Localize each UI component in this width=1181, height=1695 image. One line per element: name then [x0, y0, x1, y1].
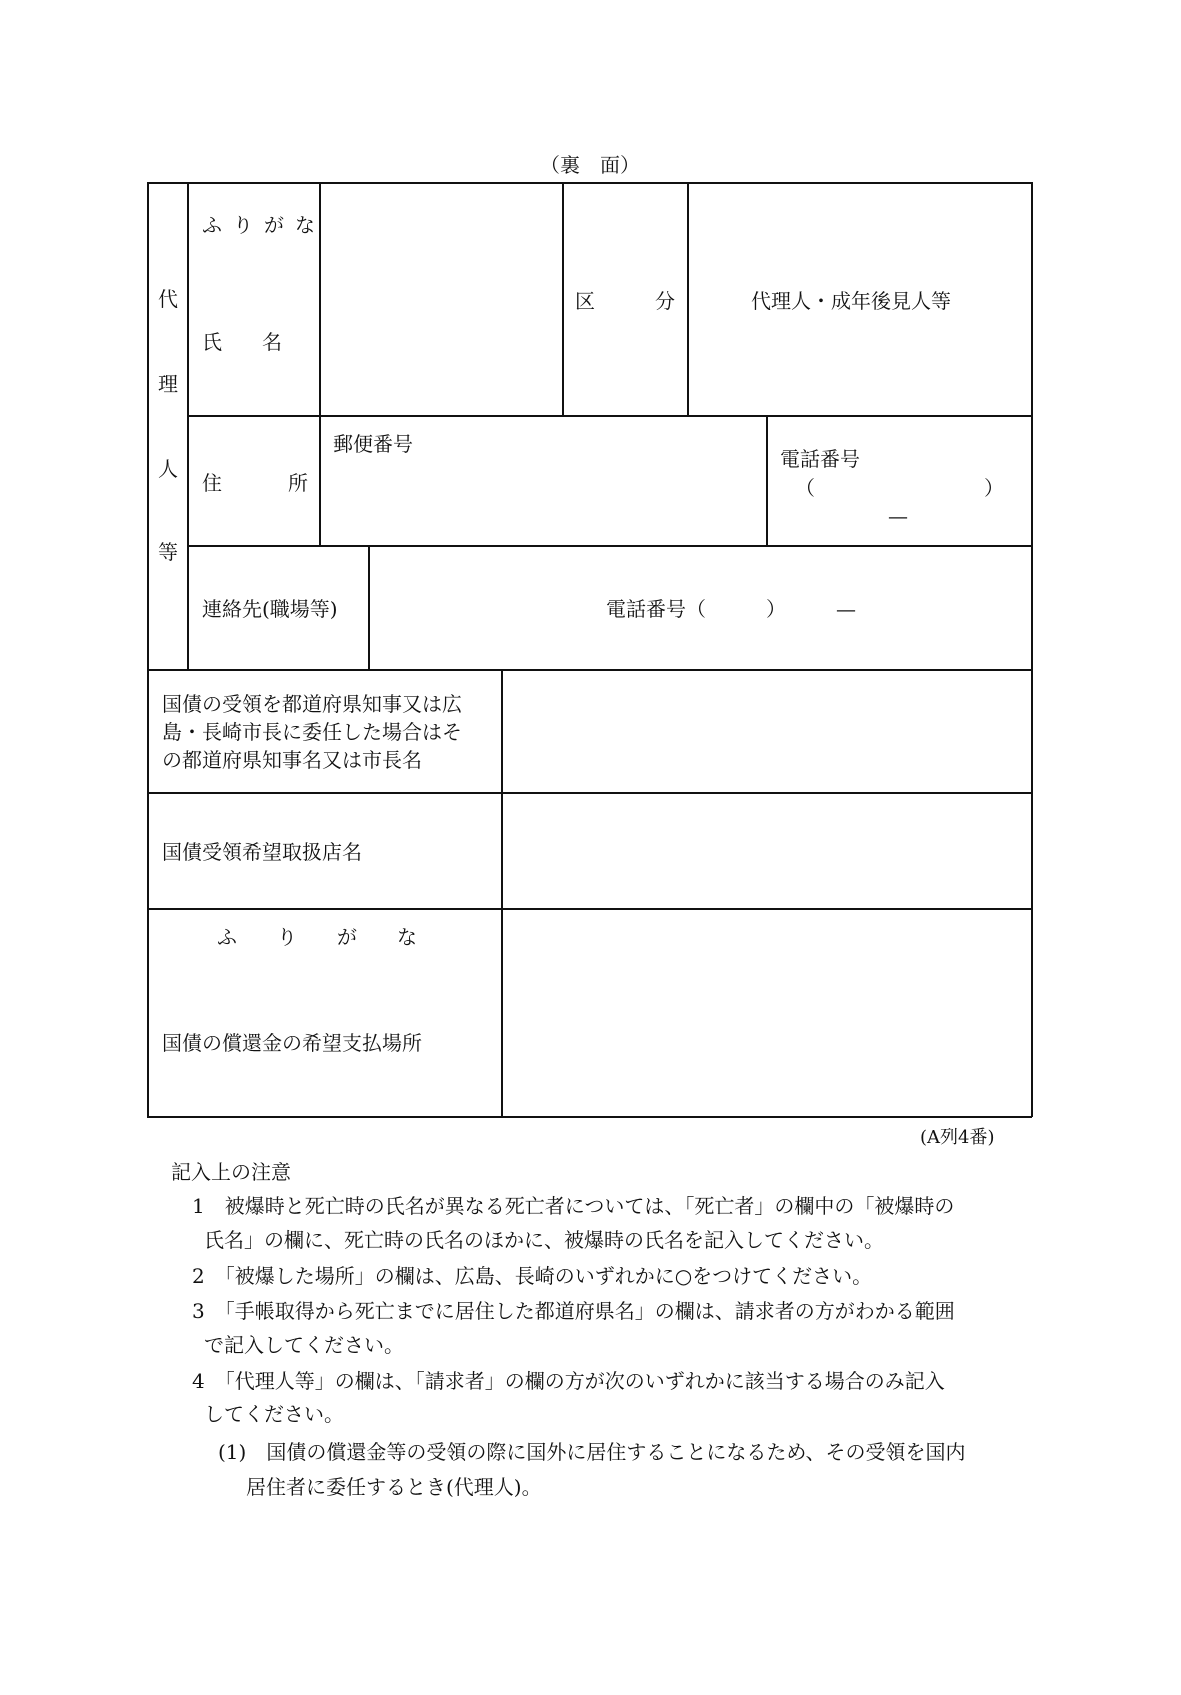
name-label: 氏 名: [202, 330, 282, 354]
bond-branch-label: 国債受領希望取扱店名: [162, 840, 362, 864]
name-value-divider: [562, 182, 564, 416]
name-row-bottom: [187, 415, 1032, 417]
agent-vertical-char-1: 代: [158, 287, 178, 311]
payment-place-label: 国債の償還金の希望支払場所: [162, 1031, 422, 1055]
agent-phone-paren-open: （: [795, 476, 815, 500]
agent-vertical-char-4: 等: [158, 540, 178, 564]
table-border-top: [147, 182, 1032, 184]
agent-vertical-char-3: 人: [158, 457, 178, 481]
category-label-divider: [687, 182, 689, 416]
agent-vertical-char-2: 理: [158, 372, 178, 396]
branch-row-bottom: [147, 908, 1032, 910]
agent-phone-dash: —: [888, 504, 908, 528]
postal-code-label: 郵便番号: [333, 432, 413, 456]
category-value: 代理人・成年後見人等: [751, 289, 951, 313]
notes-line-7: してください。: [204, 1402, 344, 1426]
notes-line-2: 氏名」の欄に、死亡時の氏名のほかに、被爆時の氏名を記入してください。: [204, 1228, 884, 1252]
table-border-right: [1031, 182, 1033, 1117]
delegation-label-line-3: の都道府県知事名又は市長名: [162, 748, 422, 772]
agent-section-bottom: [147, 669, 1032, 671]
paper-size-label: (A列4番): [920, 1127, 995, 1148]
agent-phone-label: 電話番号: [780, 447, 860, 471]
notes-line-4: 3 「手帳取得から死亡までに居住した都道府県名」の欄は、請求者の方がわかる範囲: [192, 1299, 955, 1323]
contact-label: 連絡先(職場等): [202, 597, 338, 621]
table-border-left: [147, 182, 149, 1117]
contact-label-divider: [368, 545, 370, 670]
lower-label-divider: [501, 669, 503, 1117]
address-label: 住 所: [202, 471, 308, 495]
agent-title-divider: [187, 182, 189, 670]
delegation-row-bottom: [147, 792, 1032, 794]
delegation-label-line-2: 島・長崎市長に委任した場合はそ: [162, 720, 462, 744]
notes-line-5: で記入してください。: [204, 1333, 404, 1357]
phone-cell-divider: [766, 415, 768, 546]
payment-furigana-label: ふ り が な: [217, 925, 417, 949]
category-label: 区 分: [575, 289, 675, 313]
notes-title: 記入上の注意: [171, 1160, 291, 1184]
notes-line-1: 1 被爆時と死亡時の氏名が異なる死亡者については、「死亡者」の欄中の「被爆時の: [192, 1194, 955, 1218]
page-side-label: （裏 面）: [540, 153, 640, 177]
contact-phone: 電話番号（ ） —: [606, 597, 856, 621]
notes-line-6: 4 「代理人等」の欄は、「請求者」の欄の方が次のいずれかに該当する場合のみ記入: [192, 1369, 945, 1393]
address-row-bottom: [187, 545, 1032, 547]
notes-line-9: 居住者に委任するとき(代理人)。: [246, 1475, 542, 1499]
agent-phone-paren-close: ）: [984, 476, 1004, 500]
delegation-label-line-1: 国債の受領を都道府県知事又は広: [162, 692, 462, 716]
notes-line-8: (1) 国債の償還金等の受領の際に国外に居住することになるため、その受領を国内: [218, 1440, 966, 1464]
table-border-bottom: [147, 1116, 1032, 1118]
furigana-label: ふりがな: [202, 213, 326, 237]
notes-line-3: 2 「被爆した場所」の欄は、広島、長崎のいずれかに○をつけてください。: [192, 1264, 873, 1288]
